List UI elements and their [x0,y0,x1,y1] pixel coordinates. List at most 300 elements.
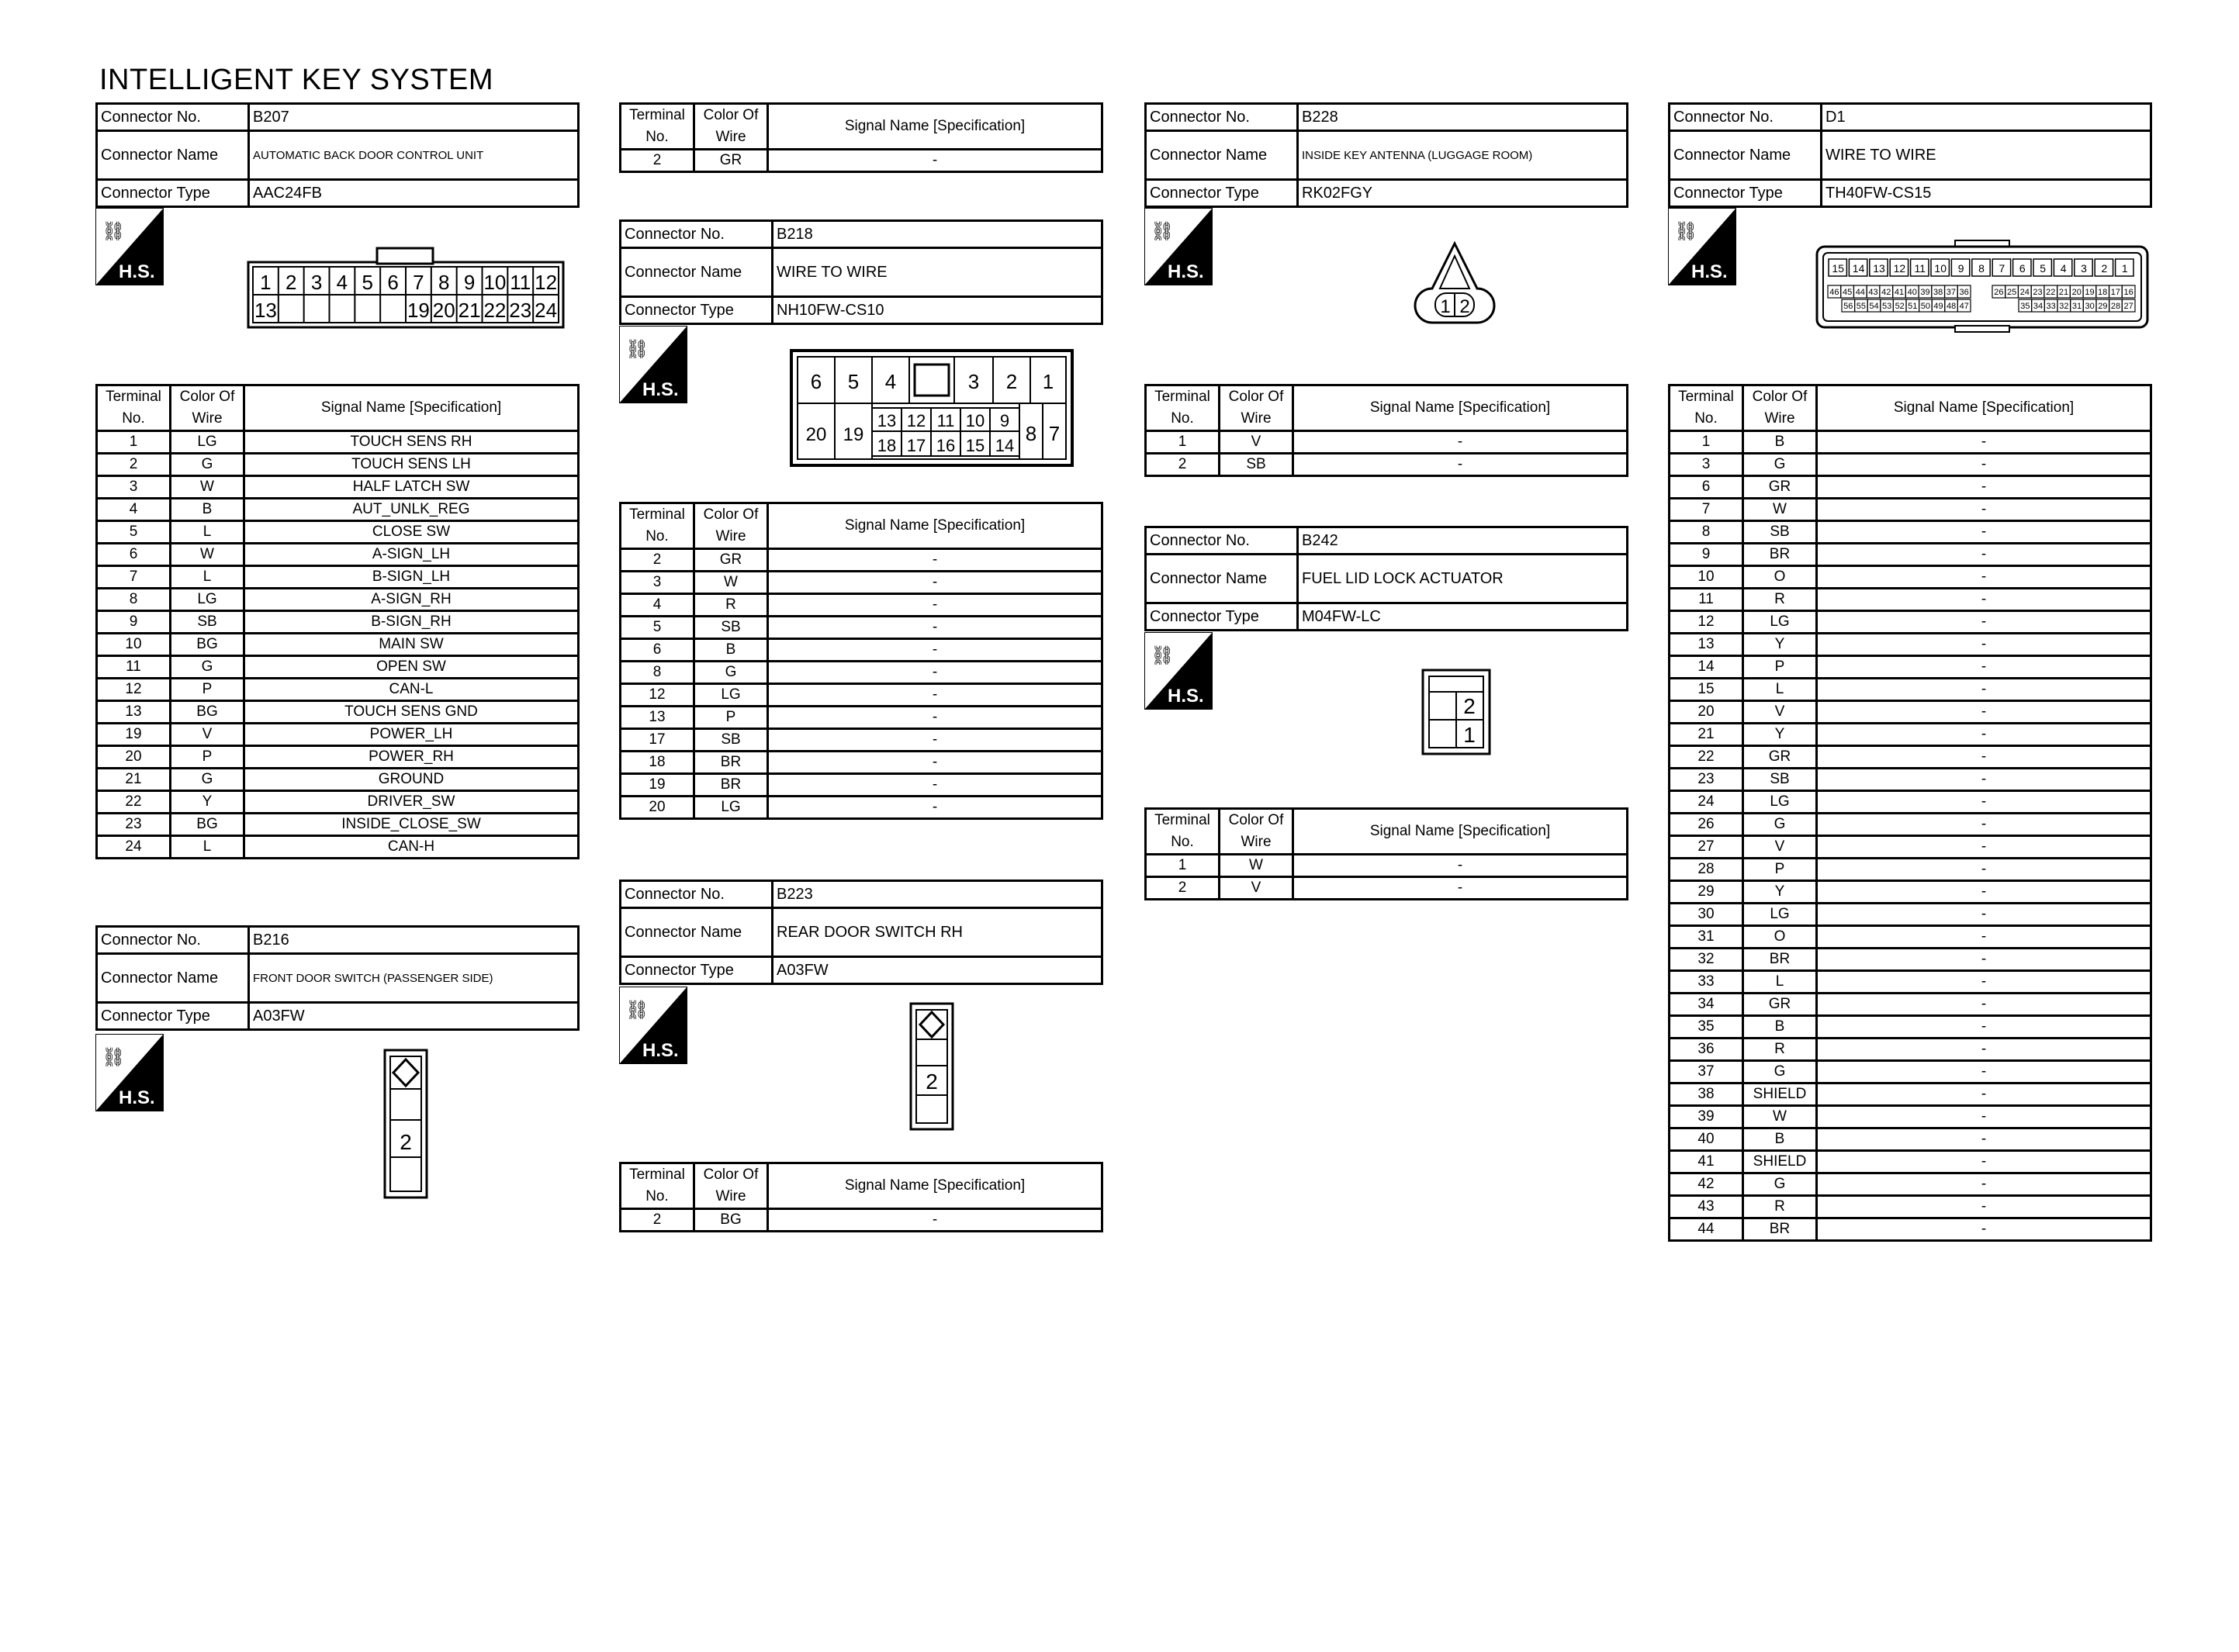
terminal-header: Terminal No. [621,503,694,549]
wire-color-cell: SB [1220,454,1293,476]
terminal-cell: 3 [1670,454,1743,476]
wire-color-cell: G [1743,1061,1817,1083]
svg-text:H.S.: H.S. [1691,261,1728,282]
b242-signal-table [1144,807,1628,900]
wire-color-cell: SHIELD [1743,1083,1817,1106]
signal-name-cell: - [1817,859,2151,881]
signal-name-cell: - [768,150,1102,172]
terminal-cell: 5 [97,521,171,544]
terminal-cell: 19 [621,774,694,797]
terminal-header: Terminal No. [1670,385,1743,431]
pin-label: 1 [2121,262,2128,275]
connector-name-label: Connector Name [97,131,249,180]
wire-color-cell: SB [171,611,244,634]
wire-color-cell: P [1743,859,1817,881]
terminal-cell: 2 [621,1209,694,1232]
table-row [97,724,579,746]
terminal-cell: 43 [1670,1196,1743,1218]
pin-label: 40 [1907,288,1917,297]
wire-color-cell: O [1743,926,1817,949]
table-row [1670,1128,2151,1151]
pin-label: 10 [483,271,507,294]
hs-icon [1144,632,1213,710]
signal-name-cell: - [1817,454,2151,476]
wire-color-cell: BR [694,774,768,797]
pin-label: 11 [510,271,531,294]
terminal-header: Terminal No. [1146,809,1220,855]
pin-label: 51 [1908,302,1918,311]
connector-name-label: Connector Name [1146,555,1298,603]
terminal-cell: 11 [97,656,171,679]
b228-info [1144,102,1628,208]
wire-color-cell: L [171,521,244,544]
table-row [621,1209,1102,1232]
wire-color-cell: LG [694,797,768,819]
pin-label: 19 [843,424,864,445]
svg-text:1: 1 [1440,296,1451,317]
table-row [97,544,579,566]
signal-name-cell: - [1817,994,2151,1016]
terminal-cell: 7 [1670,499,1743,521]
wire-color-cell: V [1220,877,1293,900]
wire-color-cell: B [1743,431,1817,454]
table-row [1670,611,2151,634]
signal-name-cell: - [768,572,1102,594]
b207-connector-diagram [247,247,565,329]
connector-no-label: Connector No. [97,927,249,954]
terminal-cell: 35 [1670,1016,1743,1039]
pin-label: 56 [1843,302,1853,311]
pin-label: 20 [805,424,827,445]
signal-name-cell: - [1817,1083,2151,1106]
pin-label: 6 [810,370,822,393]
b242-info [1144,526,1628,631]
wire-color-cell: LG [1743,611,1817,634]
wire-color-cell: P [171,679,244,701]
terminal-cell: 10 [1670,566,1743,589]
signal-name-header: Signal Name [Specification] [244,385,579,431]
table-row [1670,656,2151,679]
table-row [1670,521,2151,544]
hs-icon [619,987,687,1064]
pin-label: 10 [965,411,985,430]
signal-name-cell: MAIN SW [244,634,579,656]
svg-text:H.S.: H.S. [642,1040,679,1061]
wire-color-cell: LG [1743,791,1817,814]
connector-name-value: REAR DOOR SWITCH RH [773,908,1102,957]
table-row [1670,1061,2151,1083]
signal-name-cell: - [1817,521,2151,544]
signal-name-cell: - [1293,454,1628,476]
wire-color-cell: L [171,836,244,859]
table-row [621,729,1102,752]
signal-name-cell: - [1817,476,2151,499]
pin-label: 41 [1894,288,1905,297]
signal-name-header: Signal Name [Specification] [768,1163,1102,1209]
b228-signal-table [1144,384,1628,477]
wire-color-cell: V [1743,836,1817,859]
svg-text:⛓: ⛓ [102,1046,126,1068]
signal-name-cell: - [768,594,1102,617]
pin-label: 8 [438,271,450,294]
pin-label: 13 [254,299,277,322]
wire-color-cell: LG [171,589,244,611]
signal-name-header: Signal Name [Specification] [1293,385,1628,431]
terminal-cell: 1 [1146,855,1220,877]
pin-label: 26 [1994,288,2004,297]
wire-color-cell: R [1743,1196,1817,1218]
signal-name-cell: - [1817,769,2151,791]
signal-name-cell: - [1817,904,2151,926]
terminal-cell: 2 [1146,877,1220,900]
pin-label: 9 [1957,262,1964,275]
table-row [1670,454,2151,476]
pin-label: 2 [285,271,297,294]
pin-label: 30 [2085,302,2095,311]
pin-label: 21 [458,299,481,322]
signal-name-cell: B-SIGN_RH [244,611,579,634]
signal-name-cell: HALF LATCH SW [244,476,579,499]
b223-info [619,880,1103,985]
table-row [621,572,1102,594]
table-row [97,791,579,814]
b223-signal-table [619,1162,1103,1232]
signal-name-cell: - [1817,634,2151,656]
pin-label: 22 [2046,288,2056,297]
signal-name-cell: - [1817,566,2151,589]
pin-label: 35 [2020,302,2030,311]
signal-name-cell: - [1817,679,2151,701]
pin-label: 1 [1042,370,1054,393]
table-row [621,684,1102,707]
table-row [1670,1016,2151,1039]
pin-label: 5 [2040,262,2047,275]
pin-label: 20 [2071,288,2082,297]
d1-signal-table [1668,384,2152,1242]
table-row [1670,431,2151,454]
terminal-header: Terminal No. [621,104,694,150]
hs-icon [1144,208,1213,285]
wire-color-cell: L [1743,971,1817,994]
terminal-cell: 9 [1670,544,1743,566]
pin-label: 50 [1920,302,1931,311]
signal-name-cell: - [1817,499,2151,521]
terminal-cell: 32 [1670,949,1743,971]
table-row [1670,881,2151,904]
signal-name-cell: - [1817,746,2151,769]
hs-icon [95,1034,164,1111]
wire-color-cell: G [171,656,244,679]
table-row [1670,971,2151,994]
connector-name-value: AUTOMATIC BACK DOOR CONTROL UNIT [249,131,579,180]
signal-name-cell: OPEN SW [244,656,579,679]
signal-name-cell: - [1817,1151,2151,1173]
terminal-cell: 2 [621,150,694,172]
pin-label: 15 [965,436,985,455]
signal-name-cell: - [768,774,1102,797]
terminal-header: Terminal No. [621,1163,694,1209]
signal-name-cell: - [1817,926,2151,949]
wire-color-cell: GR [1743,476,1817,499]
wire-color-cell: V [1220,431,1293,454]
signal-name-cell: POWER_LH [244,724,579,746]
pin-label: 28 [2110,302,2121,311]
signal-name-cell: - [1817,431,2151,454]
terminal-cell: 13 [621,707,694,729]
terminal-cell: 1 [1146,431,1220,454]
terminal-cell: 13 [1670,634,1743,656]
pin-label: 22 [483,299,507,322]
b218-info [619,219,1103,325]
terminal-cell: 30 [1670,904,1743,926]
signal-name-cell: - [1817,656,2151,679]
wire-color-cell: R [1743,1039,1817,1061]
wire-color-cell: BR [694,752,768,774]
table-row [1670,634,2151,656]
table-row [97,634,579,656]
table-row [1670,589,2151,611]
pin-label: 12 [535,271,558,294]
pin-label: 10 [1934,262,1947,275]
connector-name-label: Connector Name [621,908,773,957]
connector-type-label: Connector Type [621,297,773,324]
connector-type-value: A03FW [249,1003,579,1030]
terminal-cell: 1 [1670,431,1743,454]
wire-color-cell: W [171,476,244,499]
terminal-cell: 15 [1670,679,1743,701]
table-row [1670,499,2151,521]
table-row [1670,926,2151,949]
wire-color-header: Color Of Wire [694,1163,768,1209]
connector-no-label: Connector No. [97,104,249,131]
pin-label: 6 [387,271,399,294]
pin-label: 13 [1873,262,1885,275]
pin-label: 11 [1914,262,1926,275]
wire-color-header: Color Of Wire [694,503,768,549]
connector-name-value: WIRE TO WIRE [773,248,1102,297]
hs-icon [1668,208,1736,285]
table-row [1670,949,2151,971]
wire-color-cell: GR [1743,746,1817,769]
table-row [97,566,579,589]
wire-color-cell: SB [694,729,768,752]
table-row [1670,814,2151,836]
b218-signal-table [619,502,1103,820]
table-row [621,594,1102,617]
wire-color-cell: LG [1743,904,1817,926]
svg-text:⛓: ⛓ [1674,220,1698,242]
pin-label: 9 [999,411,1010,430]
pin-label: 18 [2098,288,2108,297]
svg-text:1: 1 [1463,723,1476,747]
table-row [621,639,1102,662]
pin-label: 42 [1881,288,1891,297]
terminal-cell: 20 [621,797,694,819]
signal-name-header: Signal Name [Specification] [768,503,1102,549]
signal-name-cell: - [1817,701,2151,724]
terminal-cell: 4 [97,499,171,521]
wire-color-cell: P [1743,656,1817,679]
terminal-cell: 9 [97,611,171,634]
wire-color-cell: GR [694,549,768,572]
connector-type-label: Connector Type [621,957,773,984]
pin-label: 18 [877,436,897,455]
pin-label: 5 [847,370,860,393]
signal-name-cell: - [1817,949,2151,971]
pin-label: 24 [2019,288,2030,297]
pin-label: 7 [1998,262,2005,275]
pin-label: 47 [1959,302,1969,311]
wire-color-header: Color Of Wire [1220,385,1293,431]
pin-label: 39 [1920,288,1930,297]
signal-name-cell: CLOSE SW [244,521,579,544]
table-row [1670,701,2151,724]
connector-type-label: Connector Type [97,1003,249,1030]
connector-name-value: WIRE TO WIRE [1822,131,2151,180]
signal-name-cell: - [1817,1061,2151,1083]
table-row [97,701,579,724]
pin-label: 43 [1868,288,1878,297]
pin-label: 37 [1946,288,1957,297]
signal-name-cell: - [768,707,1102,729]
terminal-cell: 21 [97,769,171,791]
wire-color-cell: R [1743,589,1817,611]
table-row [1146,431,1628,454]
terminal-cell: 28 [1670,859,1743,881]
terminal-cell: 34 [1670,994,1743,1016]
terminal-cell: 4 [621,594,694,617]
pin-label: 45 [1842,288,1853,297]
wire-color-cell: P [171,746,244,769]
terminal-cell: 39 [1670,1106,1743,1128]
pin-label: 6 [2019,262,2026,275]
signal-name-cell: - [1817,881,2151,904]
svg-text:⛓: ⛓ [1151,220,1175,242]
connector-no-value: B207 [249,104,579,131]
connector-no-value: B218 [773,221,1102,248]
table-row [1670,1106,2151,1128]
connector-type-value: NH10FW-CS10 [773,297,1102,324]
pin-label: 23 [509,299,532,322]
pin-label: 4 [884,370,897,393]
pin-label: 4 [2060,262,2067,275]
pin-label: 1 [260,271,272,294]
svg-text:2: 2 [926,1070,938,1094]
svg-text:⛓: ⛓ [625,338,649,360]
wire-color-cell: Y [1743,881,1817,904]
table-row [1670,476,2151,499]
wire-color-cell: W [694,572,768,594]
pin-label: 33 [2046,302,2056,311]
pin-label: 17 [906,436,926,455]
terminal-cell: 37 [1670,1061,1743,1083]
wire-color-cell: V [1743,701,1817,724]
terminal-cell: 5 [621,617,694,639]
signal-name-cell: DRIVER_SW [244,791,579,814]
table-row [1670,859,2151,881]
pin-label: 25 [2006,288,2017,297]
signal-name-cell: - [1817,544,2151,566]
b223-connector-diagram [909,1002,954,1131]
signal-name-cell: - [1817,1218,2151,1241]
table-row [97,656,579,679]
pin-label: 3 [967,370,980,393]
signal-name-cell: A-SIGN_RH [244,589,579,611]
terminal-cell: 1 [97,431,171,454]
svg-text:H.S.: H.S. [119,261,155,282]
connector-no-value: B228 [1298,104,1628,131]
pin-label: 53 [1881,302,1892,311]
signal-name-cell: B-SIGN_LH [244,566,579,589]
pin-label: 13 [877,411,897,430]
connector-type-label: Connector Type [1146,603,1298,631]
pin-label: 48 [1946,302,1957,311]
connector-type-value: RK02FGY [1298,180,1628,207]
connector-type-value: A03FW [773,957,1102,984]
table-row [97,679,579,701]
signal-name-cell: - [1817,971,2151,994]
hs-icon [619,326,687,403]
table-row [97,431,579,454]
pin-label: 19 [407,299,430,322]
pin-label: 21 [2058,288,2069,297]
wire-color-cell: SB [694,617,768,639]
table-row [1670,746,2151,769]
signal-name-cell: - [768,639,1102,662]
pin-label: 20 [432,299,455,322]
wire-color-cell: B [171,499,244,521]
wire-color-header: Color Of Wire [1743,385,1817,431]
table-row [97,476,579,499]
pin-label: 54 [1869,302,1879,311]
wire-color-cell: GR [694,150,768,172]
terminal-cell: 41 [1670,1151,1743,1173]
pin-label: 14 [1852,262,1865,275]
terminal-cell: 12 [621,684,694,707]
pin-label: 14 [995,436,1015,455]
signal-name-cell: POWER_RH [244,746,579,769]
wire-color-cell: P [694,707,768,729]
b216-connector-diagram [383,1049,428,1199]
table-row [97,836,579,859]
table-row [97,454,579,476]
svg-text:H.S.: H.S. [642,379,679,400]
table-row [1670,994,2151,1016]
table-row [97,589,579,611]
signal-name-cell: TOUCH SENS GND [244,701,579,724]
pin-label: 34 [2033,302,2043,311]
pin-label: 16 [2123,288,2133,297]
signal-name-cell: - [768,752,1102,774]
signal-name-cell: - [1817,1039,2151,1061]
pin-label: 3 [310,271,323,294]
table-row [1670,1151,2151,1173]
signal-name-cell: - [1817,589,2151,611]
pin-label: 5 [362,271,373,294]
wire-color-cell: W [1743,1106,1817,1128]
signal-name-cell: - [1817,724,2151,746]
table-row [1670,566,2151,589]
wire-color-cell: BR [1743,949,1817,971]
signal-name-cell: - [1293,877,1628,900]
signal-name-cell: - [1817,1128,2151,1151]
terminal-cell: 2 [621,549,694,572]
wire-color-cell: LG [694,684,768,707]
wire-color-cell: BG [171,814,244,836]
terminal-cell: 38 [1670,1083,1743,1106]
wire-color-cell: SB [1743,769,1817,791]
pin-label: 27 [2123,302,2133,311]
